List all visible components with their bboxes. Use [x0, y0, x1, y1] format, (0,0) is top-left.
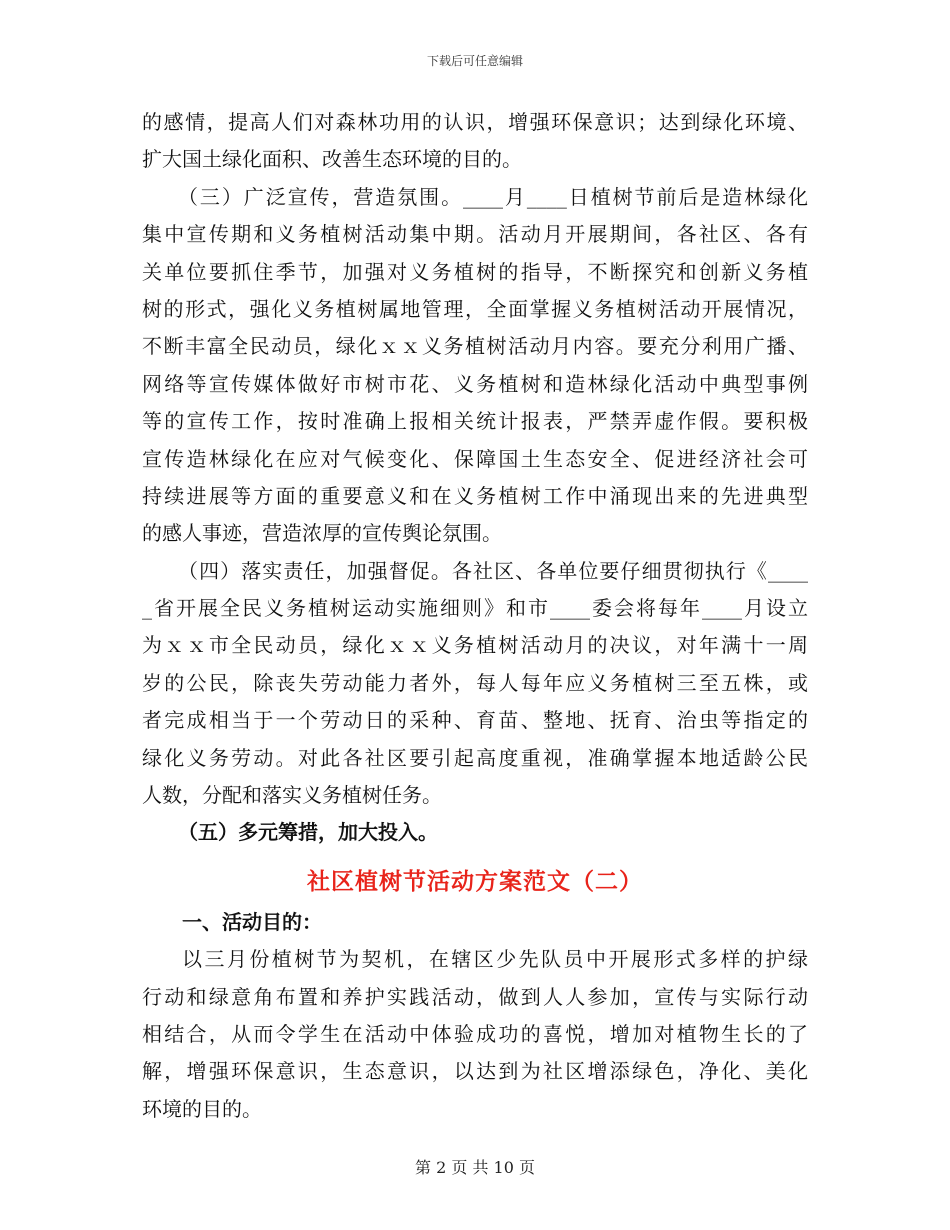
- paragraph-line: 解，增强环保意识，生态意识，以达到为社区增添绿色，净化、美化: [142, 1059, 808, 1084]
- paragraph-line: （四）落实责任，加强督促。各社区、各单位要仔细贯彻执行《____: [178, 558, 808, 583]
- paragraph-line: 集中宣传期和义务植树活动集中期。活动月开展期间，各社区、各有: [142, 222, 808, 247]
- page-header-note: 下载后可任意编辑: [426, 54, 523, 68]
- paragraph-line: 相结合，从而令学生在活动中体验成功的喜悦，增加对植物生长的了: [142, 1021, 808, 1046]
- document-body: [142, 104, 808, 1128]
- paragraph-line: 持续进展等方面的重要意义和在义务植树工作中涌现出来的先进典型: [142, 483, 808, 508]
- paragraph-line: 的感情，提高人们对森林功用的认识，增强环保意识；达到绿化环境、: [142, 110, 808, 134]
- paragraph-2: [142, 179, 808, 553]
- paragraph-4: [142, 941, 808, 1128]
- paragraph-line: 者完成相当于一个劳动日的采种、育苗、整地、抚育、治虫等指定的: [142, 708, 808, 733]
- paragraph-line: 扩大国土绿化面积、改善生态环境的目的。: [142, 147, 522, 172]
- paragraph-line: 网络等宣传媒体做好市树市花、义务植树和造林绿化活动中典型事例: [142, 371, 808, 396]
- section-heading-5: （五）多元筹措，加大投入。: [178, 820, 438, 845]
- paragraph-3: [142, 553, 808, 815]
- paragraph-line: 树的形式，强化义务植树属地管理，全面掌握义务植树活动开展情况，: [142, 296, 808, 321]
- paragraph-line: （三）广泛宣传，营造氛围。____月____日植树节前后是造林绿化: [178, 184, 808, 209]
- paragraph-line: 行动和绿意角布置和养护实践活动，做到人人参加，宣传与实际行动: [142, 984, 808, 1009]
- section-heading-1: 一、活动目的：: [182, 909, 322, 934]
- paragraph-line: 的感人事迹，营造浓厚的宣传舆论氛围。: [142, 521, 502, 546]
- paragraph-line: 关单位要抓住季节，加强对义务植树的指导，不断探究和创新义务植: [142, 259, 808, 284]
- paragraph-line: 为ｘｘ市全民动员，绿化ｘｘ义务植树活动月的决议，对年满十一周: [142, 633, 808, 658]
- paragraph-line: _省开展全民义务植树运动实施细则》和市____委会将每年____月设立: [142, 596, 808, 621]
- paragraph-line: 人数，分配和落实义务植树任务。: [142, 783, 442, 808]
- paragraph-line: 绿化义务劳动。对此各社区要引起高度重视，准确掌握本地适龄公民: [142, 745, 808, 770]
- paragraph-1: [142, 104, 808, 179]
- paragraph-line: 不断丰富全民动员，绿化ｘｘ义务植树活动月内容。要充分利用广播、: [142, 334, 808, 359]
- paragraph-line: 以三月份植树节为契机，在辖区少先队员中开展形式多样的护绿: [182, 947, 808, 972]
- page-number: 第 2 页 共 10 页: [415, 1158, 535, 1177]
- paragraph-line: 环境的目的。: [142, 1096, 262, 1121]
- document-title: 社区植树节活动方案范文（二）: [307, 867, 643, 895]
- paragraph-line: 等的宣传工作，按时准确上报相关统计报表，严禁弄虚作假。要积极: [142, 409, 808, 434]
- paragraph-line: 岁的公民，除丧失劳动能力者外，每人每年应义务植树三至五株，或: [142, 670, 808, 695]
- paragraph-line: 宣传造林绿化在应对气候变化、保障国土生态安全、促进经济社会可: [142, 446, 808, 471]
